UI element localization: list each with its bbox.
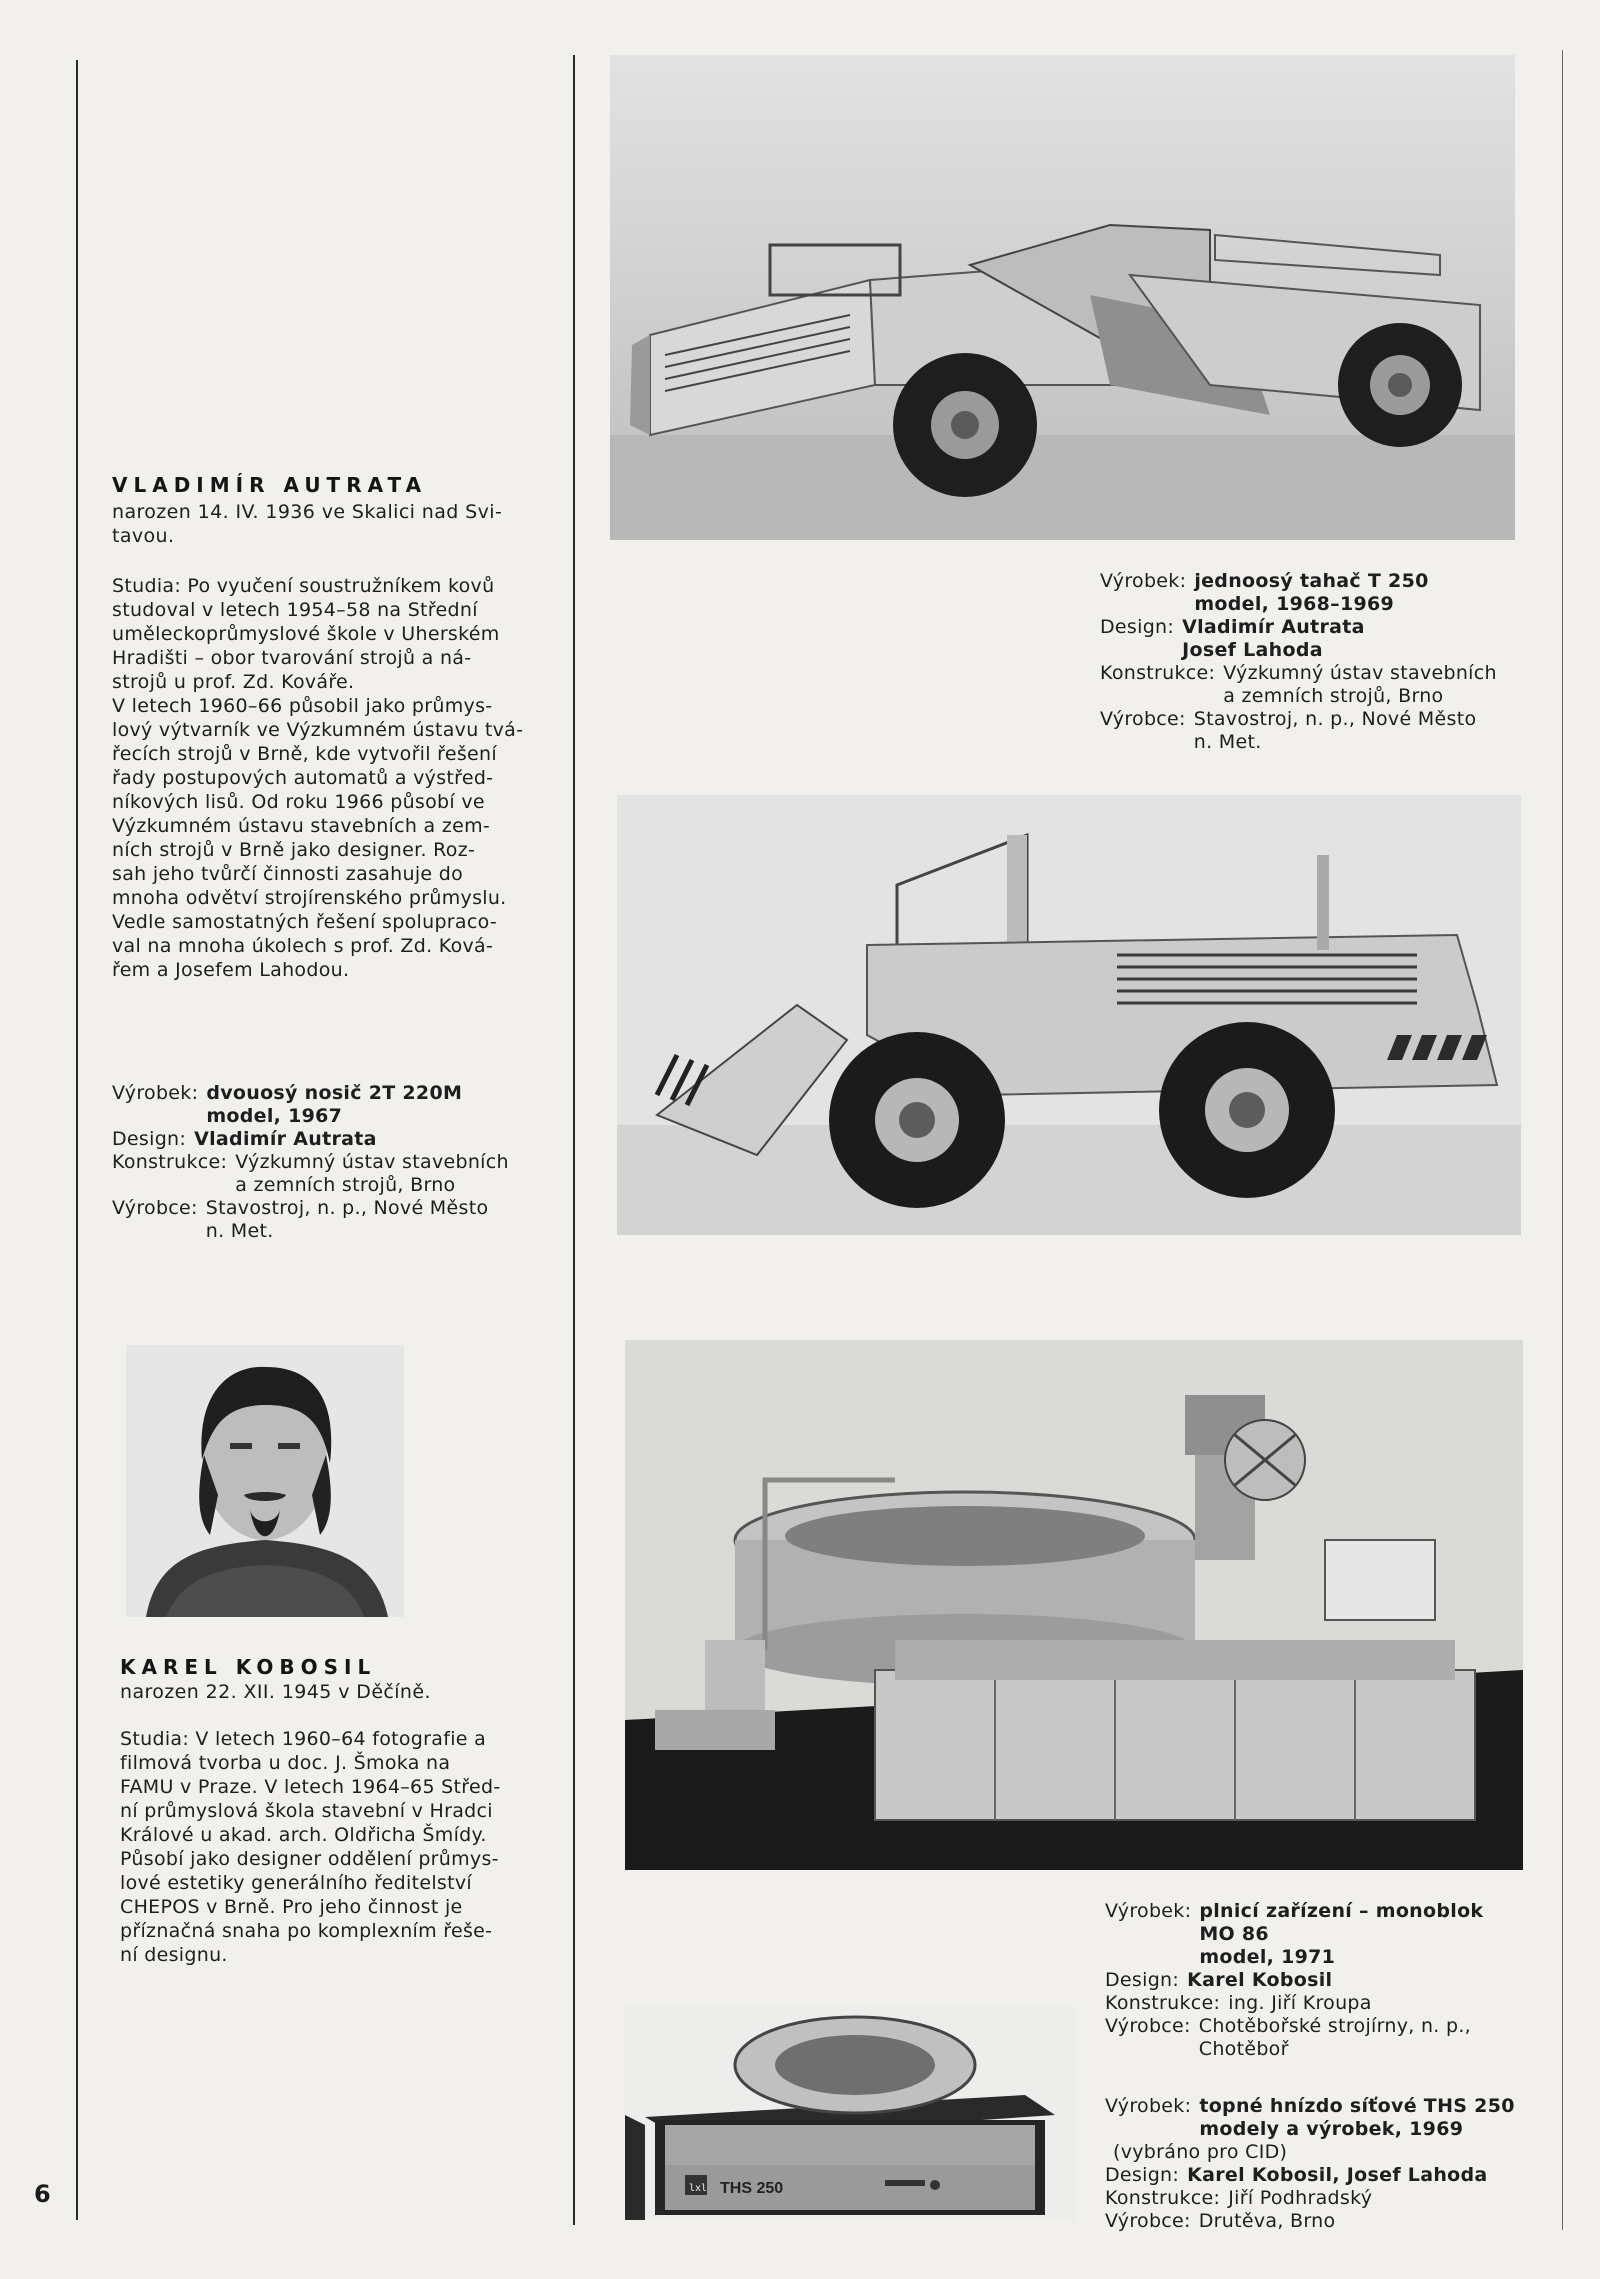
caption-line: modely a výrobek, 1969 xyxy=(1199,2118,1464,2140)
caption-key: Konstrukce: xyxy=(1105,1992,1221,2014)
caption-value xyxy=(1191,2210,1336,2233)
caption-value xyxy=(1220,2187,1372,2210)
caption-value xyxy=(198,1197,489,1243)
caption-value xyxy=(1174,616,1365,662)
scraper-photo xyxy=(610,55,1515,540)
caption-row xyxy=(112,1082,552,1128)
caption-line: Vladimír Autrata xyxy=(194,1128,377,1150)
caption-row xyxy=(1105,1900,1555,1969)
caption-line: Josef Lahoda xyxy=(1182,639,1323,661)
caption-row xyxy=(1105,1969,1555,1992)
caption-value xyxy=(1179,2164,1487,2187)
caption-key: Konstrukce: xyxy=(1100,662,1216,684)
caption-row xyxy=(1105,2164,1560,2187)
caption-value xyxy=(1186,708,1477,754)
designer-bio: Studia: Po vyučení soustružníkem kovů studoval v letech 1954–58 na Střední uměleckoprůmyslové škole v Uherském Hradišti – obor tvarování strojů a ná- strojů u prof. Zd. Kováře. V letech 1960–66 působil jako průmys- lový výtvarník ve Výzkumném ústavu tvá- řecích strojů v Brně, kde vytvořil řešení řady postupových automatů a výstřed- níkových lisů. Od roku 1966 působí ve Výzkumném ústavu stavebních a zem- ních strojů v Brně jako designer. Roz- sah jeho tvůrčí činnosti zasahuje do mnoha odvětví strojírenského průmyslu. Vedle samostatných řešení spolupraco- val na mnoha úkolech s prof. Zd. Ková- řem a Josefem Lahodou. xyxy=(112,575,524,981)
caption-row xyxy=(112,1128,552,1151)
caption-line: jednoosý tahač T 250 xyxy=(1194,570,1429,592)
caption-row xyxy=(1105,2210,1560,2233)
caption-key: Výrobce: xyxy=(1105,2210,1191,2232)
caption-line: dvouosý nosič 2T 220M xyxy=(206,1082,463,1104)
caption-row xyxy=(1100,570,1550,616)
designer-bio: Studia: V letech 1960–64 fotografie a filmová tvorba u doc. J. Šmoka na FAMU v Praze. V letech 1964–65 Střed- ní průmyslová škola stavební v Hradci Králové u akad. arch. Oldřicha Šmídy. Působí jako designer oddělení průmys- lové estetiky generálního ředitelství CHEPOS v Brně. Pro jeho činnost je příznačná snaha po komplexním řeše- ní designu. xyxy=(120,1728,501,1966)
caption-row xyxy=(1100,708,1550,754)
caption-key: Design: xyxy=(112,1128,187,1150)
caption-line: Chotěbořské strojírny, n. p., xyxy=(1198,2015,1472,2037)
caption-line: MO 86 xyxy=(1199,1923,1269,1945)
caption-key: Výrobce: xyxy=(112,1197,198,1219)
caption-line: ing. Jiří Kroupa xyxy=(1228,1992,1372,2014)
caption-line: Výzkumný ústav stavebních xyxy=(235,1151,509,1173)
caption-value xyxy=(1191,2015,1471,2061)
designer-birth: narozen 14. IV. 1936 ve Skalici nad Svi- tavou. xyxy=(112,501,503,547)
caption-key: Design: xyxy=(1100,616,1175,638)
loader-photo xyxy=(617,795,1521,1235)
portrait-photo xyxy=(126,1345,404,1617)
caption-key: Výrobek: xyxy=(112,1082,199,1104)
designer-birth: narozen 22. XII. 1945 v Děčíně. xyxy=(120,1681,431,1703)
caption-value xyxy=(1105,2141,1287,2164)
caption-value xyxy=(1220,1992,1372,2015)
caption-row xyxy=(1100,662,1550,708)
page-number: 6 xyxy=(34,2180,51,2208)
caption-line: (vybráno pro CID) xyxy=(1113,2141,1288,2163)
caption-line: a zemních strojů, Brno xyxy=(235,1174,456,1196)
caption-value xyxy=(1215,662,1497,708)
caption-key: Konstrukce: xyxy=(112,1151,228,1173)
caption-key: Výrobce: xyxy=(1100,708,1186,730)
caption-row xyxy=(1105,2015,1555,2061)
left-column-rule xyxy=(76,60,78,2220)
hotplate-photo xyxy=(625,2005,1075,2220)
designer-name: VLADIMÍR AUTRATA xyxy=(112,473,428,497)
caption-line: Karel Kobosil, Josef Lahoda xyxy=(1187,2164,1488,2186)
caption-value xyxy=(1179,1969,1332,1992)
caption-loader xyxy=(112,1082,552,1243)
caption-value xyxy=(1186,570,1428,616)
monoblock-photo xyxy=(625,1340,1523,1870)
caption-line: model, 1968–1969 xyxy=(1194,593,1395,615)
caption-row xyxy=(112,1197,552,1243)
caption-key: Výrobek: xyxy=(1105,2095,1192,2117)
caption-key: Výrobek: xyxy=(1105,1900,1192,1922)
caption-value xyxy=(198,1082,462,1128)
caption-value xyxy=(227,1151,509,1197)
hotplate-logo-label: lxl xyxy=(689,2183,708,2194)
hotplate-model-label: THS 250 xyxy=(720,2180,784,2197)
caption-line: Vladimír Autrata xyxy=(1182,616,1365,638)
caption-value xyxy=(1191,2095,1514,2141)
caption-line: Karel Kobosil xyxy=(1187,1969,1333,1991)
caption-line: Stavostroj, n. p., Nové Město xyxy=(1193,708,1477,730)
caption-line: plnicí zařízení – monoblok xyxy=(1199,1900,1484,1922)
caption-row xyxy=(1105,2187,1560,2210)
caption-value xyxy=(186,1128,377,1151)
caption-key: Konstrukce: xyxy=(1105,2187,1221,2209)
caption-value xyxy=(1191,1900,1483,1969)
caption-key: Výrobek: xyxy=(1100,570,1187,592)
right-edge-rule xyxy=(1562,50,1563,2230)
caption-key: Design: xyxy=(1105,2164,1180,2186)
caption-key: Design: xyxy=(1105,1969,1180,1991)
caption-row xyxy=(1105,2141,1560,2164)
designer-name: KAREL KOBOSIL xyxy=(120,1655,377,1679)
caption-line: Stavostroj, n. p., Nové Město xyxy=(205,1197,489,1219)
caption-hotplate xyxy=(1105,2095,1560,2233)
caption-line: Chotěboř xyxy=(1198,2038,1289,2060)
caption-line: model, 1971 xyxy=(1199,1946,1336,1968)
caption-scraper xyxy=(1100,570,1550,754)
caption-line: a zemních strojů, Brno xyxy=(1223,685,1444,707)
caption-line: Jiří Podhradský xyxy=(1228,2187,1373,2209)
caption-row xyxy=(112,1151,552,1197)
caption-monoblock xyxy=(1105,1900,1555,2061)
caption-line: n. Met. xyxy=(205,1220,274,1242)
caption-line: Drutěva, Brno xyxy=(1198,2210,1336,2232)
middle-column-rule xyxy=(573,55,575,2225)
caption-key: Výrobce: xyxy=(1105,2015,1191,2037)
caption-line: topné hnízdo síťové THS 250 xyxy=(1199,2095,1515,2117)
caption-row xyxy=(1105,1992,1555,2015)
caption-line: Výzkumný ústav stavebních xyxy=(1223,662,1497,684)
caption-row xyxy=(1100,616,1550,662)
caption-line: model, 1967 xyxy=(206,1105,343,1127)
caption-row xyxy=(1105,2095,1560,2141)
caption-line: n. Met. xyxy=(1193,731,1262,753)
